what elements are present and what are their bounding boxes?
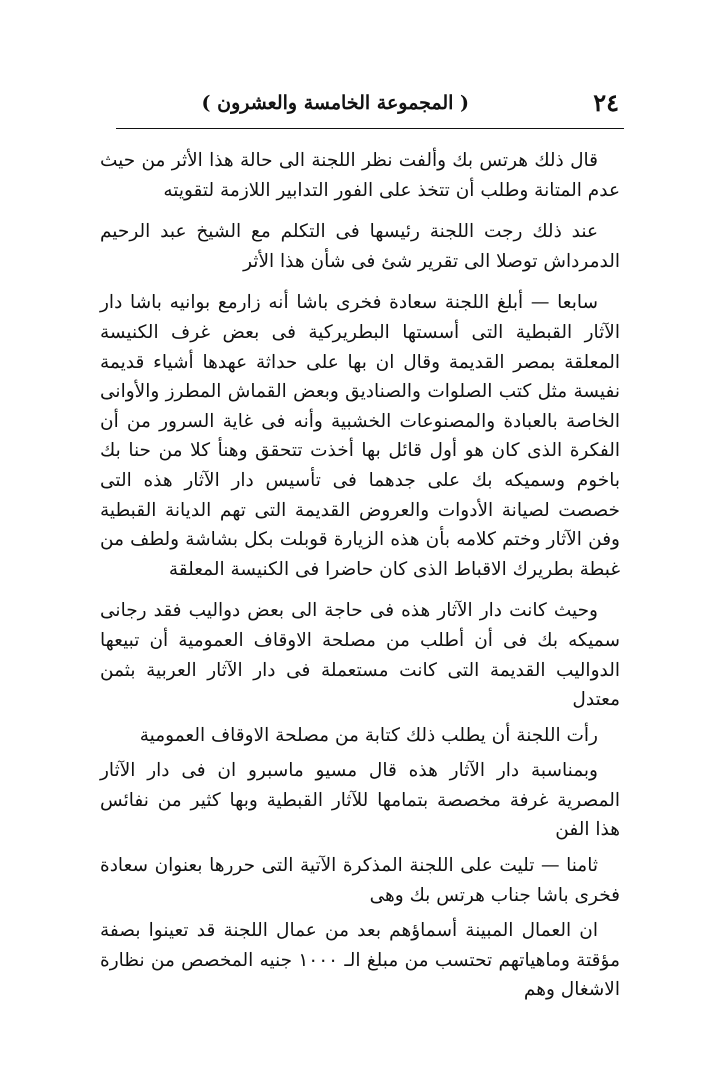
paragraph: رأت اللجنة أن يطلب ذلك كتابة من مصلحة الاوقاف العمومية — [139, 724, 598, 746]
paragraph: عند ذلك رجت اللجنة رئيسها فى التكلم مع الشيخ عبد الرحيم الدمرداش توصلا الى تقرير شئ فى شأن هذا الأثر — [100, 221, 620, 272]
paragraph: قال ذلك هرتس بك وألفت نظر اللجنة الى حالة هذا الأثر من حيث عدم المتانة وطلب أن تتخذ على الفور التدابير اللازمة لتقويته — [100, 150, 620, 201]
body-text — [100, 146, 620, 1011]
paragraph: وحيث كانت دار الآثار هذه فى حاجة الى بعض دواليب فقد رجانى سميكه بك فى أن أطلب من مصلحة الاوقاف العمومية أن تبيعها الدواليب القديمة التى كانت مستعملة فى دار الآثار العربية بثمن معتدل — [100, 600, 620, 711]
running-title: ( المجموعة الخامسة والعشرون ) — [201, 92, 469, 114]
paragraph: ان العمال المبينة أسماؤهم بعد من عمال اللجنة قد تعينوا بصفة مؤقتة وماهياتهم تحتسب من مبلغ الـ ١٠٠٠ جنيه المخصص من نظارة الاشغال وهم — [100, 920, 620, 1001]
page-header — [112, 88, 619, 122]
page-number: ٢٤ — [593, 88, 619, 117]
header-rule — [116, 128, 624, 129]
paragraph: سابعا — أبلغ اللجنة سعادة فخرى باشا أنه زارمع بوانيه باشا دار الآثار القبطية التى أسستها البطريركية فى بعض غرف الكنيسة المعلقة بمصر القديمة وقال ان بها على حداثة عهدها أشياء قديمة نفيسة مثل كتب الصلوات والصناديق وبعض القماش المطرز والأوانى الخاصة بالعبادة والمصنوعات الخشبية وأنه فى غاية السرور من أن الفكرة الذى كان هو أول قائل بها أخذت تتحقق وهنأ كلا من حنا بك باخوم وسميكه بك على جدهما فى تأسيس دار الآثار هذه التى خصصت لصيانة الأدوات والعروض القديمة التى تهم الديانة القبطية وفن الآثار وختم كلامه بأن هذه الزيارة قوبلت بكل بشاشة ولطف من غبطة بطريرك الاقباط الذى كان حاضرا فى الكنيسة المعلقة — [100, 292, 620, 580]
paragraph: ثامنا — تليت على اللجنة المذكرة الآتية التى حررها بعنوان سعادة فخرى باشا جناب هرتس بك وهى — [100, 855, 620, 906]
paragraph: وبمناسبة دار الآثار هذه قال مسيو ماسبرو ان فى دار الآثار المصرية غرفة مخصصة بتمامها للآثار القبطية وبها كثير من نفائس هذا الفن — [100, 760, 620, 841]
